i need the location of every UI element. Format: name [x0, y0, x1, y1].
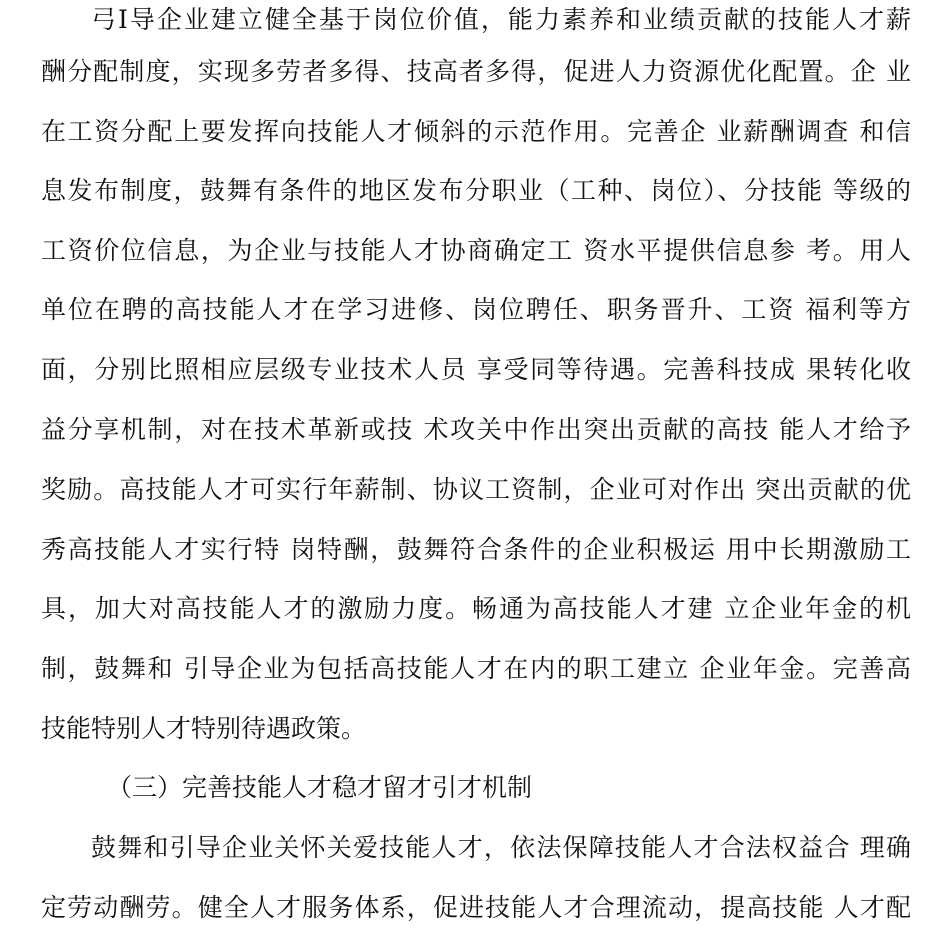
paragraph-line: 弓I导企业建立健全基于岗位价值，能力素养和业绩贡献的技能人才薪	[91, 5, 911, 34]
paragraph-line: 工资价位信息，为企业与技能人才协商确定工 资水平提供信息参 考。用人	[41, 236, 911, 265]
paragraph-line: 益分享机制，对在技术革新或技 术攻关中作出突出贡献的高技 能人才给予	[41, 415, 911, 444]
paragraph-line: 定劳动酬劳。健全人才服务体系，促进技能人才合理流动，提高技能 人才配	[41, 893, 911, 922]
paragraph-line: 单位在聘的高技能人才在学习进修、岗位聘任、职务晋升、工资 福利等方	[41, 295, 911, 324]
paragraph-line: 面，分别比照相应层级专业技术人员 享受同等待遇。完善科技成 果转化收	[41, 355, 911, 384]
paragraph-line: 秀高技能人才实行特 岗特酬，鼓舞符合条件的企业积极运 用中长期激励工	[41, 535, 911, 564]
paragraph-line: 酬分配制度，实现多劳者多得、技高者多得，促进人力资源优化配置。企 业	[41, 57, 911, 86]
section-heading: （三）完善技能人才稳才留才引才机制	[107, 773, 533, 802]
paragraph-line: 息发布制度，鼓舞有条件的地区发布分职业（工种、岗位）、分技能 等级的	[41, 176, 911, 205]
paragraph-line-last: 技能特别人才特别待遇政策。	[41, 714, 367, 743]
paragraph-line: 制，鼓舞和 引导企业为包括高技能人才在内的职工建立 企业年金。完善高	[41, 654, 911, 683]
paragraph-line: 在工资分配上要发挥向技能人才倾斜的示范作用。完善企 业薪酬调查 和信	[41, 117, 911, 146]
paragraph-line: 奖励。高技能人才可实行年薪制、协议工资制，企业可对作出 突出贡献的优	[41, 475, 911, 504]
paragraph-line: 鼓舞和引导企业关怀关爱技能人才，依法保障技能人才合法权益合 理确	[91, 833, 911, 862]
paragraph-line: 具，加大对高技能人才的激励力度。畅通为高技能人才建 立企业年金的机	[41, 594, 911, 623]
